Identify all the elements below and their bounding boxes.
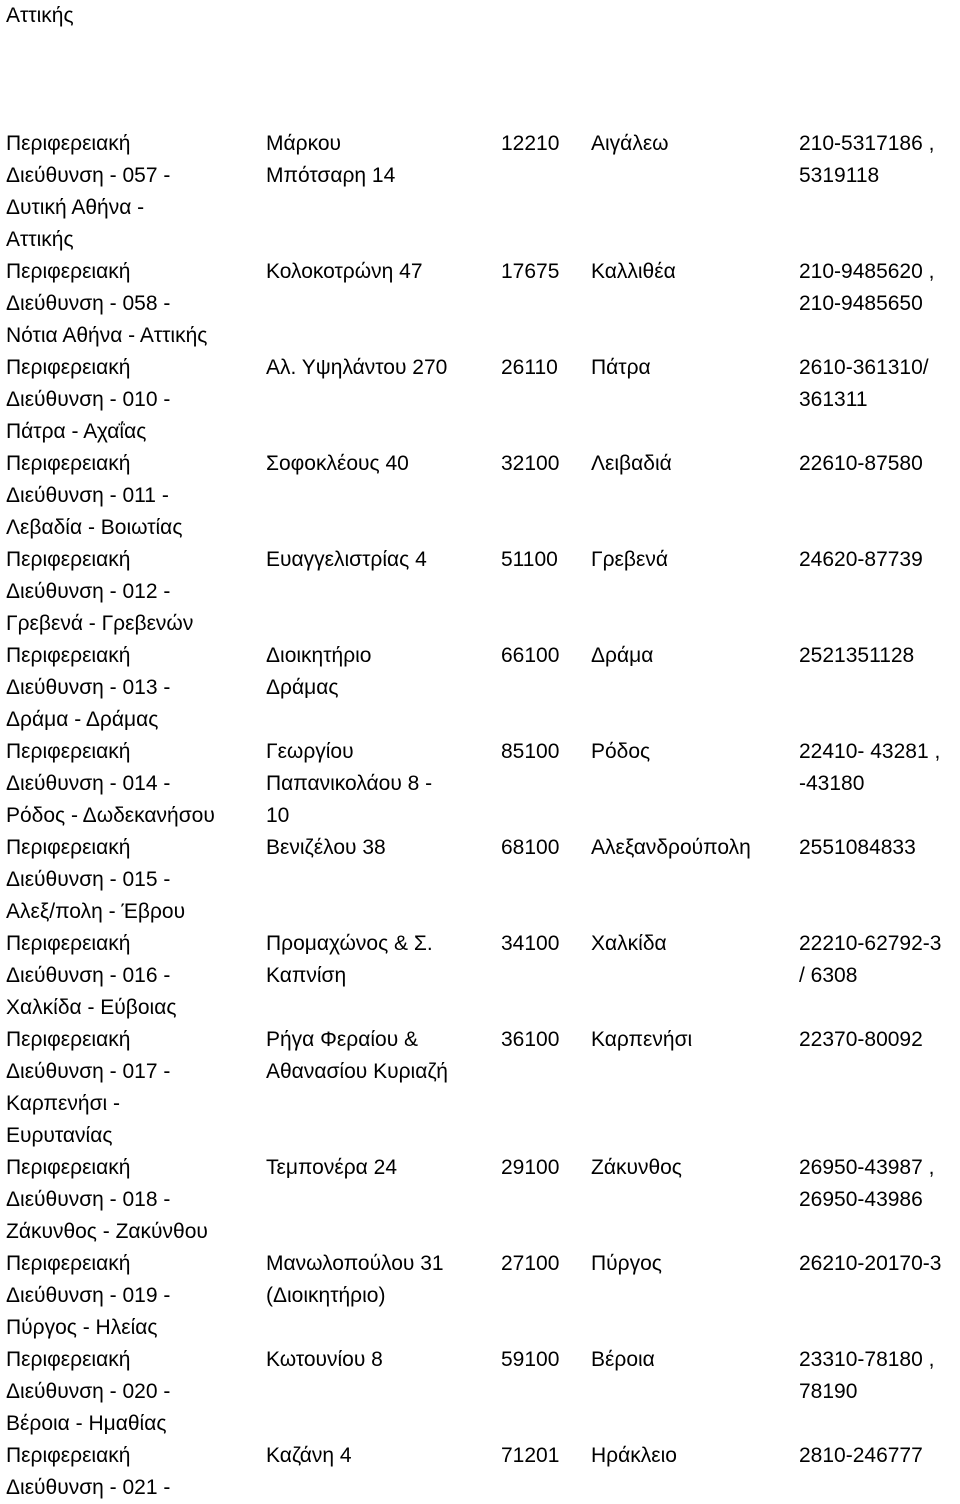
postal-code: 27100 bbox=[501, 1252, 560, 1275]
postal-code: 68100 bbox=[501, 836, 560, 859]
phone: 22610-87580 bbox=[799, 452, 923, 475]
office-name: Περιφερειακή Διεύθυνση - 013 - Δράμα - Δράμας bbox=[6, 644, 171, 731]
city: Αιγάλεω bbox=[591, 132, 669, 155]
postal-code: 85100 bbox=[501, 740, 560, 763]
office-address: Γεωργίου Παπανικολάου 8 - 10 bbox=[266, 740, 433, 827]
office-name: Περιφερειακή Διεύθυνση - 057 - Δυτική Αθήνα - Αττικής bbox=[6, 132, 171, 251]
office-address: Διοικητήριο Δράμας bbox=[266, 644, 372, 699]
table-row bbox=[0, 128, 960, 256]
table-row bbox=[0, 928, 960, 1024]
phone: 26210-20170-3 bbox=[799, 1252, 942, 1275]
office-name: Περιφερειακή Διεύθυνση - 021 - bbox=[6, 1444, 171, 1499]
phone: 23310-78180 , 78190 bbox=[799, 1348, 935, 1403]
phone: 2551084833 bbox=[799, 836, 916, 859]
city: Πάτρα bbox=[591, 356, 651, 379]
city: Χαλκίδα bbox=[591, 932, 667, 955]
phone: 210-9485620 , 210-9485650 bbox=[799, 260, 935, 315]
postal-code: 12210 bbox=[501, 132, 560, 155]
table-row bbox=[0, 1024, 960, 1152]
office-address: Αλ. Υψηλάντου 270 bbox=[266, 356, 448, 379]
office-address: Μάρκου Μπότσαρη 14 bbox=[266, 132, 396, 187]
office-address: Βενιζέλου 38 bbox=[266, 836, 386, 859]
city: Βέροια bbox=[591, 1348, 655, 1371]
office-name: Περιφερειακή Διεύθυνση - 020 - Βέροια - Ημαθίας bbox=[6, 1348, 171, 1435]
city: Πύργος bbox=[591, 1252, 662, 1275]
office-name: Περιφερειακή Διεύθυνση - 012 - Γρεβενά - Γρεβενών bbox=[6, 548, 194, 635]
office-address: Καζάνη 4 bbox=[266, 1444, 352, 1467]
table-row bbox=[0, 1344, 960, 1440]
city: Καλλιθέα bbox=[591, 260, 676, 283]
phone: 22370-80092 bbox=[799, 1028, 923, 1051]
city: Ζάκυνθος bbox=[591, 1156, 682, 1179]
office-name: Περιφερειακή Διεύθυνση - 011 - Λεβαδία - Βοιωτίας bbox=[6, 452, 183, 539]
office-name: Περιφερειακή Διεύθυνση - 010 - Πάτρα - Αχαΐας bbox=[6, 356, 171, 443]
office-address: Τεμπονέρα 24 bbox=[266, 1156, 397, 1179]
office-name: Περιφερειακή Διεύθυνση - 015 - Αλεξ/πολη - Έβρου bbox=[6, 836, 186, 923]
postal-code: 71201 bbox=[501, 1444, 560, 1467]
phone: 26950-43987 , 26950-43986 bbox=[799, 1156, 935, 1211]
table-row bbox=[0, 352, 960, 448]
phone: 210-5317186 , 5319118 bbox=[799, 132, 935, 187]
phone: 2521351128 bbox=[799, 644, 915, 667]
office-name: Περιφερειακή Διεύθυνση - 017 - Καρπενήσι - Ευρυτανίας bbox=[6, 1028, 171, 1147]
office-address: Ρήγα Φεραίου & Αθανασίου Κυριαζή bbox=[266, 1028, 448, 1083]
postal-code: 66100 bbox=[501, 644, 560, 667]
office-name: Περιφερειακή Διεύθυνση - 016 - Χαλκίδα - Εύβοιας bbox=[6, 932, 177, 1019]
postal-code: 26110 bbox=[501, 356, 558, 379]
postal-code: 17675 bbox=[501, 260, 560, 283]
table-row bbox=[0, 448, 960, 544]
table-row bbox=[0, 256, 960, 352]
city: Δράμα bbox=[591, 644, 654, 667]
table-row bbox=[0, 1440, 960, 1504]
office-name: Περιφερειακή Διεύθυνση - 058 - Νότια Αθήνα - Αττικής bbox=[6, 260, 208, 347]
table-row bbox=[0, 544, 960, 640]
phone: 22410- 43281 , -43180 bbox=[799, 740, 941, 795]
office-address: Κολοκοτρώνη 47 bbox=[266, 260, 423, 283]
postal-code: 32100 bbox=[501, 452, 560, 475]
table-row bbox=[0, 640, 960, 736]
phone: 24620-87739 bbox=[799, 548, 923, 571]
postal-code: 34100 bbox=[501, 932, 560, 955]
phone: 2610-361310/ 361311 bbox=[799, 356, 929, 411]
table-row bbox=[0, 832, 960, 928]
city: Αλεξανδρούπολη bbox=[591, 836, 751, 859]
region-heading: Αττικής bbox=[6, 4, 74, 27]
office-address: Μανωλοπούλου 31 (Διοικητήριο) bbox=[266, 1252, 444, 1307]
office-address: Σοφοκλέους 40 bbox=[266, 452, 409, 475]
office-name: Περιφερειακή Διεύθυνση - 019 - Πύργος - Ηλείας bbox=[6, 1252, 171, 1339]
office-address: Προμαχώνος & Σ. Καπνίση bbox=[266, 932, 433, 987]
postal-code: 36100 bbox=[501, 1028, 560, 1051]
postal-code: 51100 bbox=[501, 548, 558, 571]
office-name: Περιφερειακή Διεύθυνση - 018 - Ζάκυνθος - Ζακύνθου bbox=[6, 1156, 208, 1243]
phone: 22210-62792-3 / 6308 bbox=[799, 932, 942, 987]
city: Λειβαδιά bbox=[591, 452, 672, 475]
table-row bbox=[0, 1248, 960, 1344]
offices-table bbox=[0, 128, 960, 1504]
office-address: Κωτουνίου 8 bbox=[266, 1348, 383, 1371]
table-row bbox=[0, 736, 960, 832]
office-name: Περιφερειακή Διεύθυνση - 014 - Ρόδος - Δωδεκανήσου bbox=[6, 740, 215, 827]
city: Ηράκλειο bbox=[591, 1444, 677, 1467]
office-address: Ευαγγελιστρίας 4 bbox=[266, 548, 427, 571]
postal-code: 59100 bbox=[501, 1348, 560, 1371]
phone: 2810-246777 bbox=[799, 1444, 923, 1467]
table-row bbox=[0, 1152, 960, 1248]
city: Ρόδος bbox=[591, 740, 651, 763]
city: Καρπενήσι bbox=[591, 1028, 693, 1051]
city: Γρεβενά bbox=[591, 548, 668, 571]
postal-code: 29100 bbox=[501, 1156, 560, 1179]
